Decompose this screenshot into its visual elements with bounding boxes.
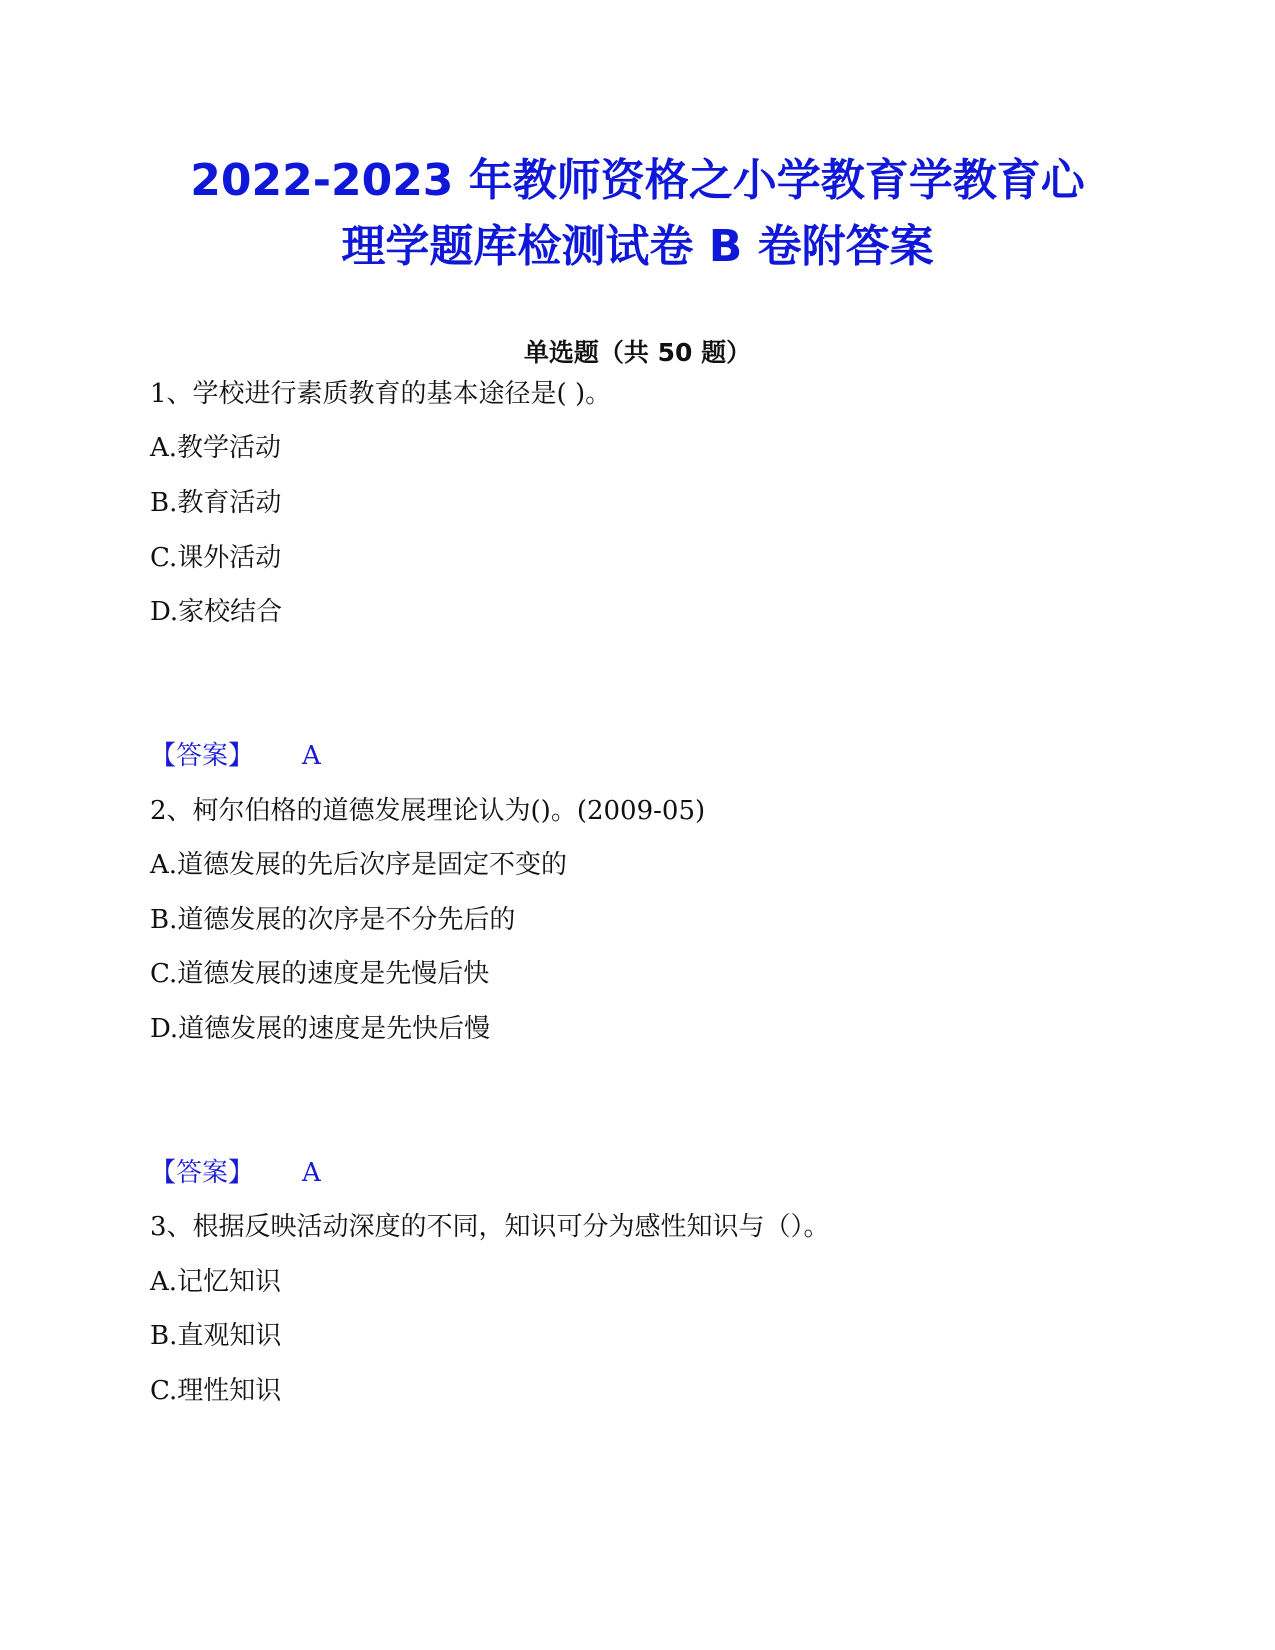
question-2-option-c: C.道德发展的速度是先慢后快: [150, 959, 490, 989]
document-title: [0, 148, 1275, 280]
question-1-option-d: D.家校结合: [150, 597, 283, 627]
question-3-option-a: A.记忆知识: [150, 1267, 282, 1297]
question-2-option-b: B.道德发展的次序是不分先后的: [150, 905, 516, 935]
section-heading: 单选题（共 50 题）: [523, 338, 752, 367]
answer-label: 【答案】: [150, 1158, 255, 1188]
question-1-option-c: C.课外活动: [150, 543, 282, 573]
title-line-2: 理学题库检测试卷 B 卷附答案: [341, 221, 934, 272]
question-1-answer: [150, 738, 321, 774]
question-2-option-d: D.道德发展的速度是先快后慢: [150, 1014, 491, 1044]
answer-label: 【答案】: [150, 741, 255, 771]
question-2-answer: [150, 1155, 321, 1191]
question-3-option-b: B.直观知识: [150, 1321, 282, 1351]
answer-value: A: [302, 741, 321, 771]
question-1-option-a: A.教学活动: [150, 433, 282, 463]
question-1-option-b: B.教育活动: [150, 488, 282, 518]
question-3-stem: 3、根据反映活动深度的不同，知识可分为感性知识与（）。: [150, 1212, 830, 1242]
answer-value: A: [302, 1158, 321, 1188]
title-line-1: 2022-2023 年教师资格之小学教育学教育心: [190, 155, 1085, 206]
question-2-option-a: A.道德发展的先后次序是固定不变的: [150, 850, 568, 880]
question-1-stem: 1、学校进行素质教育的基本途径是( )。: [150, 379, 612, 409]
question-3-option-c: C.理性知识: [150, 1376, 282, 1406]
question-2-stem: 2、柯尔伯格的道德发展理论认为()。(2009-05): [150, 796, 706, 826]
